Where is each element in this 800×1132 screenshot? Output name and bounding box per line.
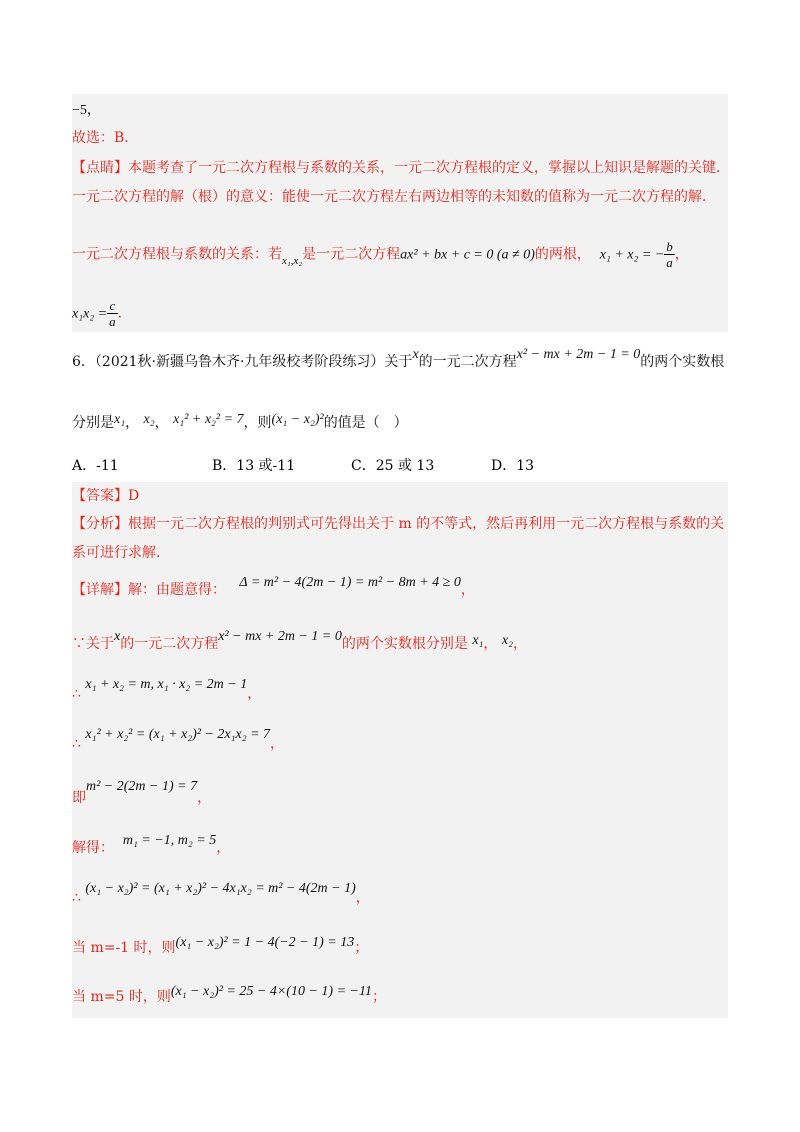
option-c[interactable]: C．25 或 13 [351,458,435,474]
detail-line-8 [72,935,369,959]
quadratic-equation-math: x² − mx + 2m − 1 = 0 [218,629,342,644]
text: ， [154,415,169,431]
product-roots-math: x₁x₂ = [72,306,108,322]
text: 的两个实数根分别是 [341,636,468,652]
text: ， [270,736,285,752]
detail-line-5 [72,779,212,809]
text: ； [371,989,386,1005]
text: 的一元二次方程 [418,354,517,370]
case-m-neg1-math: (x₁ − x₂)² = 1 − 4(−2 − 1) = 13 [175,935,355,950]
sum-squares-math: x₁² + x₂² = 7 [173,412,244,427]
detail-line-6 [72,833,231,859]
therefore-symbol: ∴ [72,686,81,702]
prev-answer-value [72,100,101,121]
detail-line-7 [72,881,370,909]
choice-line: 故选：B． [72,130,139,146]
fraction-denominator: a [109,314,116,329]
question-6-line-1 [72,347,725,373]
text: 当 m=5 时，则 [72,989,171,1005]
text: 是一元二次方程 [302,246,401,263]
quadratic-equation-math: x² − mx + 2m − 1 = 0 [516,347,641,362]
detail-line-4 [72,727,285,755]
text: ， [483,636,498,652]
text: ， [512,636,527,652]
text: ， [197,790,212,806]
text: 解得： [72,840,114,856]
fraction-denominator: a [666,255,673,270]
analysis-line-1: 【分析】根据一元二次方程根的判别式可先得出关于 m 的不等式，然后再利用一元二次方程根与系数的关 [72,516,725,532]
roots-math: x₁,x₂ [282,254,303,267]
text: ∵关于 [72,636,114,652]
text: ， [460,582,475,598]
case-m-5-math: (x₁ − x₂)² = 25 − 4×(10 − 1) = −11 [170,984,372,999]
solution-block-q6 [72,482,728,1018]
value-text: −5， [72,103,101,118]
text: ， [674,246,689,263]
comment-line-1: 【点睛】本题考查了一元二次方程根与系数的关系，一元二次方程根的定义，掌握以上知识是解题的关键． [72,160,730,176]
root-x1: x₁ [114,412,126,427]
option-a[interactable]: A．-11 [72,458,119,474]
analysis-line-2: 系可进行求解． [72,545,170,561]
option-d[interactable]: D．13 [491,458,535,474]
text: 分别是 [72,415,114,431]
m-equation-math: m² − 2(2m − 1) = 7 [86,779,198,794]
quadratic-general-math: ax² + bx + c = 0 (a ≠ 0) [400,247,535,263]
fraction-numerator: c [107,298,118,314]
text: ； [354,940,369,956]
text: ， [247,686,262,702]
text: 即 [72,790,86,806]
detail-line-9 [72,984,386,1008]
c-over-a-fraction [107,298,118,329]
therefore-symbol: ∴ [72,736,81,752]
comment-line-3 [72,239,689,270]
detail-line-1 [72,575,475,601]
b-over-a-fraction [664,239,675,270]
sum-roots-math: x₁ + x₂ = − [599,247,665,263]
text: ， [125,415,140,431]
text: ， [216,840,231,856]
text: 当 m=-1 时，则 [72,940,176,956]
discriminant-math: Δ = m² − 4(2m − 1) = m² − 8m + 4 ≥ 0 [239,575,461,590]
option-b[interactable]: B．13 或-11 [212,458,296,474]
difference-squared-math: (x₁ − x₂)² [271,412,324,427]
detail-line-2 [72,629,527,655]
fraction-numerator: b [666,239,673,254]
vieta-math: x₁ + x₂ = m, x₁ · x₂ = 2m − 1 [85,677,248,692]
text: ， [355,890,370,906]
difference-squared-identity-math: (x₁ − x₂)² = (x₁ + x₂)² − 4x₁x₂ = m² − 4(2m − 1) [85,881,356,896]
text: 的两根， [534,246,591,263]
variable-x: x [412,347,419,362]
root-x2: x₂ [143,412,155,427]
root-x2: x₂ [501,633,513,648]
text: ． [117,305,132,322]
text: ，则 [243,415,272,431]
text: 6．（2021秋·新疆乌鲁木齐·九年级校考阶段练习）关于 [72,354,413,370]
detail-line-3 [72,677,262,705]
text: 的一元二次方程 [120,636,219,652]
text: 【详解】解：由题意得： [72,582,226,598]
answer-line: 【答案】D [72,488,140,504]
solution-block-previous [72,94,728,332]
comment-line-2: 一元二次方程的解（根）的意义：能使一元二次方程左右两边相等的未知数的值称为一元二次方程的解． [72,189,716,205]
text: 一元二次方程根与系数的关系：若 [72,246,282,263]
sum-squares-identity-math: x₁² + x₂² = (x₁ + x₂)² − 2x₁x₂ = 7 [85,727,271,742]
text: 的值是（ ） [323,415,408,431]
comment-line-4 [72,298,132,329]
therefore-symbol: ∴ [72,890,81,906]
variable-x: x [114,629,121,644]
question-6-line-2 [72,413,408,434]
root-x1: x₁ [472,633,484,648]
m-solutions-math: m₁ = −1, m₂ = 5 [122,833,217,848]
text: 的两个实数根 [640,354,725,370]
